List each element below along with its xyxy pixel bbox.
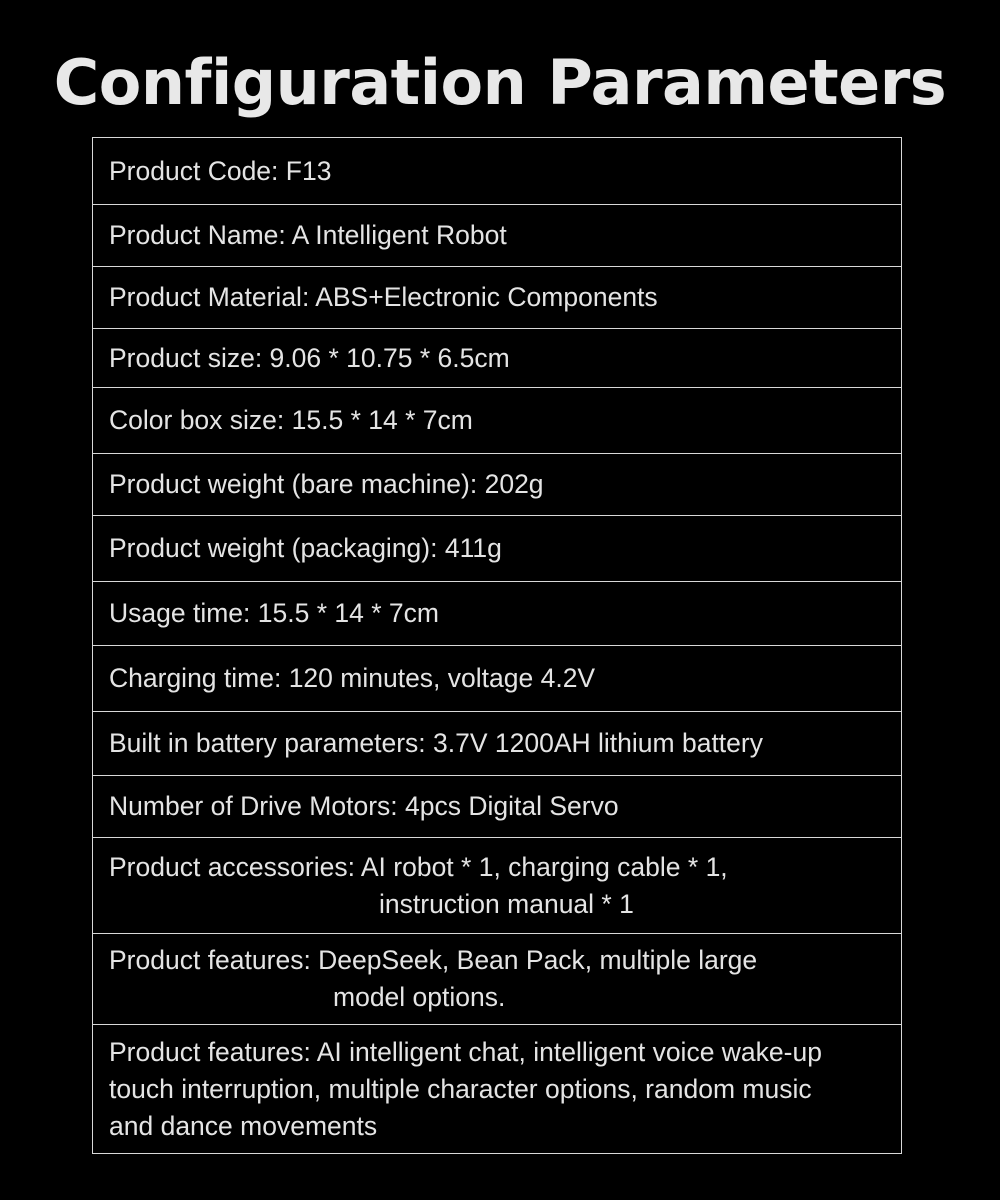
spec-row-line: Charging time: 120 minutes, voltage 4.2V (109, 663, 596, 693)
spec-row (93, 388, 901, 454)
spec-row-line: Number of Drive Motors: 4pcs Digital Servo (109, 791, 619, 821)
spec-row (93, 646, 901, 712)
spec-row (93, 516, 901, 582)
spec-row-line: touch interruption, multiple character options, random music (109, 1073, 812, 1104)
spec-row-line: Product accessories: AI robot * 1, charging cable * 1, (109, 851, 728, 882)
spec-table (92, 137, 902, 1154)
spec-row (93, 776, 901, 838)
spec-row (93, 1025, 901, 1153)
spec-row-line: Product features: AI intelligent chat, intelligent voice wake-up (109, 1036, 822, 1067)
spec-row (93, 454, 901, 516)
spec-row-line: Product weight (bare machine): 202g (109, 469, 544, 499)
spec-row-line: Product features: DeepSeek, Bean Pack, multiple large (109, 945, 758, 975)
spec-row (93, 329, 901, 388)
spec-row-line: Product Name: A Intelligent Robot (109, 220, 507, 250)
spec-row (93, 205, 901, 267)
spec-row-line: Product Material: ABS+Electronic Components (109, 282, 658, 312)
spec-row (93, 582, 901, 646)
spec-row-line: model options. (333, 982, 506, 1012)
page-title: Configuration Parameters (53, 46, 947, 119)
spec-row (93, 712, 901, 776)
spec-row (93, 934, 901, 1025)
spec-row (93, 267, 901, 329)
spec-row-line: Product weight (packaging): 411g (109, 533, 502, 563)
spec-row-line: Usage time: 15.5 * 14 * 7cm (109, 598, 439, 628)
spec-row (93, 138, 901, 205)
spec-row-line: Color box size: 15.5 * 14 * 7cm (109, 405, 473, 435)
spec-row-line: and dance movements (109, 1110, 378, 1141)
spec-row (93, 838, 901, 934)
spec-row-line: Product Code: F13 (109, 155, 332, 186)
spec-row-line: instruction manual * 1 (379, 888, 634, 919)
spec-row-line: Built in battery parameters: 3.7V 1200AH lithium battery (109, 728, 763, 758)
spec-row-line: Product size: 9.06 * 10.75 * 6.5cm (109, 342, 510, 373)
